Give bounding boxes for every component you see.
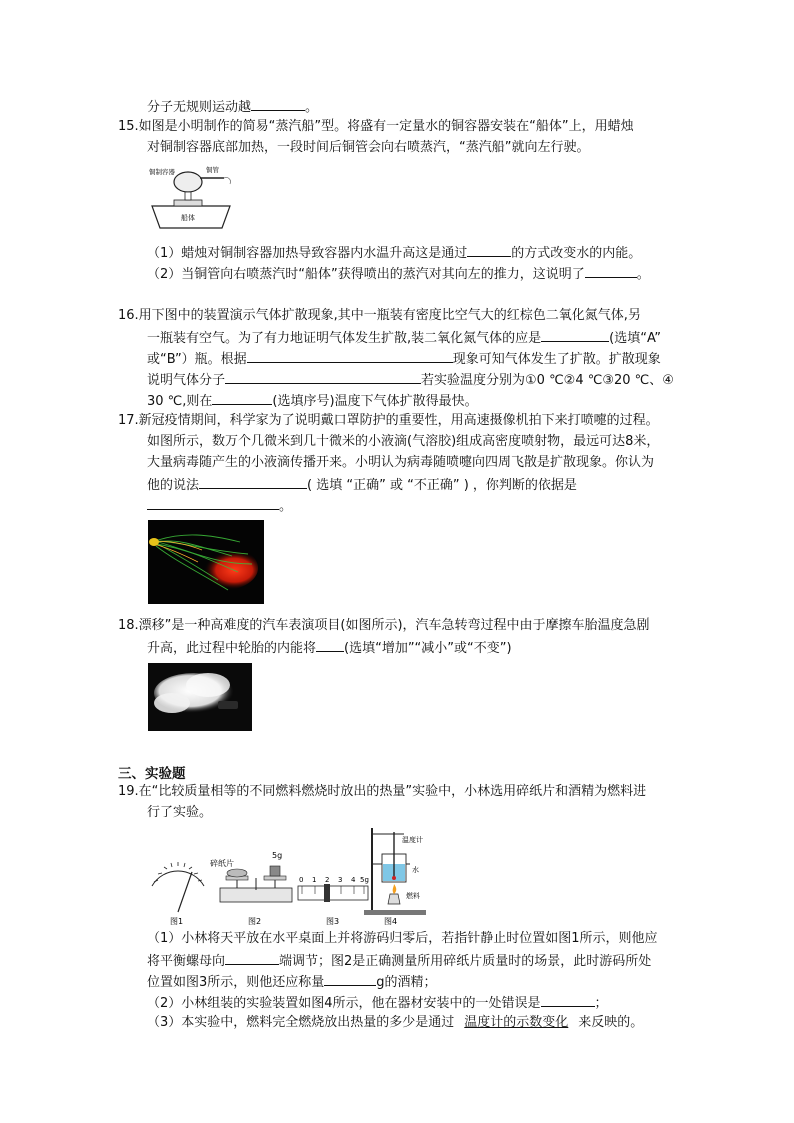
fig-label-pipe: 铜管 bbox=[206, 166, 219, 174]
fig3-tick-5: 5g bbox=[360, 876, 369, 884]
q19-sub1-l2-end: 端调节；图2是正确测量所用碎纸片质量时的场景，此时游码所处 bbox=[279, 954, 652, 969]
q15-sub1-blank bbox=[467, 243, 511, 257]
q15-sub1-end: 的方式改变水的内能。 bbox=[511, 246, 642, 261]
q17-line3: 大量病毒随产生的小液滴传播开来。小明认为病毒随喷嚏向四周飞散是扩散现象。你认为 bbox=[147, 455, 655, 470]
experiment-figures bbox=[148, 824, 444, 928]
fig3-tick-2: 2 bbox=[325, 876, 330, 884]
q15-sub2-end: 。 bbox=[636, 267, 650, 282]
q16-line4-end: 若实验温度分别为①0 ℃②4 ℃③20 ℃、④ bbox=[421, 373, 674, 388]
fig3-tick-1: 1 bbox=[312, 876, 317, 884]
fig3-tick-3: 3 bbox=[338, 876, 343, 884]
fig4-water-label: 水 bbox=[412, 866, 419, 874]
q16-line1: 16.用下图中的装置演示气体扩散现象,其中一瓶装有密度比空气大的红棕色二氧化氮气体,另 bbox=[118, 308, 641, 323]
fig1-label: 图1 bbox=[170, 917, 184, 926]
q15-sub2-blank bbox=[585, 264, 637, 278]
fig3-label: 图3 bbox=[326, 917, 340, 926]
drift-car-photo bbox=[148, 663, 252, 731]
q15-sub1-text: （1）蜡烛对铜制容器加热导致容器内水温升高这是通过 bbox=[147, 246, 468, 261]
q15-sub2-text: （2）当铜管向右喷蒸汽时“船体”获得喷出的蒸汽对其向左的推力，这说明了 bbox=[147, 267, 585, 282]
q16-line4-text: 说明气体分子 bbox=[147, 373, 226, 388]
sneeze-photo bbox=[148, 520, 264, 604]
q16-line4 bbox=[147, 370, 674, 390]
q18-blank bbox=[316, 638, 344, 652]
q19-sub1-l3-end: g的酒精； bbox=[376, 975, 437, 990]
q16-line2-end: (选填“A” bbox=[609, 331, 661, 346]
q15-line1: 15.如图是小明制作的简易“蒸汽船”型。将盛有一定量水的铜容器安装在“船体”上，用蜡烛 bbox=[118, 119, 634, 134]
q17-line2: 如图所示，数万个几微米到几十微米的小液滴(气溶胶)组成高密度喷射物，最远可达8米， bbox=[147, 434, 660, 449]
q14-tail bbox=[147, 97, 318, 117]
q16-line3-end: 现象可知气体发生了扩散。扩散现象 bbox=[452, 352, 661, 367]
section-title-experiment: 三、实验题 bbox=[118, 766, 186, 782]
q16-line5 bbox=[147, 391, 478, 411]
q15-line2: 对铜制容器底部加热，一段时间后铜管会向右喷蒸汽，“蒸汽船”就向左行驶。 bbox=[147, 140, 590, 155]
q18-line2 bbox=[147, 638, 512, 658]
fig2-label: 图2 bbox=[248, 917, 262, 926]
q17-line5 bbox=[147, 496, 292, 516]
q19-sub1-l2-text: 将平衡螺母向 bbox=[147, 954, 226, 969]
q14-blank bbox=[251, 97, 305, 111]
q19-blank-3 bbox=[541, 993, 595, 1007]
q18-line2-text: 升高，此过程中轮胎的内能将 bbox=[147, 641, 317, 656]
q17-line1: 17.新冠疫情期间，科学家为了说明戴口罩防护的重要性，用高速摄像机拍下来打喷嚏的过程。 bbox=[118, 413, 659, 428]
fig-label-hull: 船体 bbox=[181, 214, 195, 222]
fig-label-container: 铜制容器 bbox=[149, 168, 175, 176]
q17-line5-end: 。 bbox=[279, 499, 293, 514]
q19-line2: 行了实验。 bbox=[147, 805, 213, 820]
q19-sub3-end: 来反映的。 bbox=[578, 1015, 644, 1030]
q14-end: 。 bbox=[305, 100, 319, 115]
q17-blank-2 bbox=[147, 496, 279, 510]
q19-sub2-end: ； bbox=[594, 996, 608, 1011]
fig4-thermometer-label: 温度计 bbox=[402, 836, 423, 844]
q16-blank-4 bbox=[212, 391, 272, 405]
q18-line1: 18.漂移”是一种高难度的汽车表演项目(如图所示)，汽车急转弯过程中由于摩擦车胎温度急剧 bbox=[118, 618, 650, 633]
q16-line5-text: 30 ℃,则在 bbox=[147, 394, 213, 409]
fig2-paper-label: 碎纸片 bbox=[210, 859, 234, 868]
fig4-fuel-label: 燃料 bbox=[406, 892, 420, 900]
q17-line4-text: 他的说法 bbox=[147, 478, 200, 493]
q19-sub1-l1: （1）小林将天平放在水平桌面上并将游码归零后，若指针静止时位置如图1所示，则他应 bbox=[147, 931, 658, 946]
fig3-tick-0: 0 bbox=[299, 876, 304, 884]
q19-sub3-text: （3）本实验中，燃料完全燃烧放出热量的多少是通过 bbox=[147, 1015, 455, 1030]
q16-line2 bbox=[147, 328, 661, 348]
q19-sub3 bbox=[147, 1014, 643, 1032]
q16-line5-end: (选填序号)温度下气体扩散得最快。 bbox=[272, 394, 478, 409]
q19-line1: 19.在“比较质量相等的不同燃料燃烧时放出的热量”实验中，小林选用碎纸片和酒精为燃料进 bbox=[118, 784, 647, 799]
q18-line2-end: (选填“增加”“减小”或“不变”) bbox=[344, 641, 512, 656]
q14-text: 分子无规则运动越 bbox=[147, 100, 252, 115]
q17-line4 bbox=[147, 475, 577, 495]
q19-sub1-l3-text: 位置如图3所示，则他还应称量 bbox=[147, 975, 325, 990]
fig2-weight-label: 5g bbox=[272, 851, 283, 860]
q16-blank-2 bbox=[247, 349, 453, 363]
q19-blank-2 bbox=[324, 972, 376, 986]
q17-blank-1 bbox=[199, 475, 307, 489]
q19-sub2 bbox=[147, 993, 608, 1013]
q16-blank-3 bbox=[225, 370, 421, 384]
q16-line3-text: 或“B”）瓶。根据 bbox=[147, 352, 247, 367]
q19-blank-1 bbox=[225, 951, 279, 965]
q15-sub2 bbox=[147, 264, 650, 284]
q19-sub1-l3 bbox=[147, 972, 437, 992]
q17-line4-end: ( 选填 “正确” 或 “不正确” ) ，你判断的依据是 bbox=[307, 478, 577, 493]
q19-sub3-answer: 温度计的示数变化 bbox=[464, 1015, 569, 1030]
steamboat-figure bbox=[148, 164, 234, 234]
q16-line2-text: 一瓶装有空气。为了有力地证明气体发生扩散,装二氧化氮气体的应是 bbox=[147, 331, 542, 346]
fig3-tick-4: 4 bbox=[351, 876, 356, 884]
q15-sub1 bbox=[147, 243, 641, 263]
q16-line3 bbox=[147, 349, 661, 369]
fig4-label: 图4 bbox=[384, 917, 398, 926]
q19-sub2-text: （2）小林组装的实验装置如图4所示，他在器材安装中的一处错误是 bbox=[147, 996, 541, 1011]
q19-sub1-l2 bbox=[147, 951, 651, 971]
q16-blank-1 bbox=[541, 328, 609, 342]
